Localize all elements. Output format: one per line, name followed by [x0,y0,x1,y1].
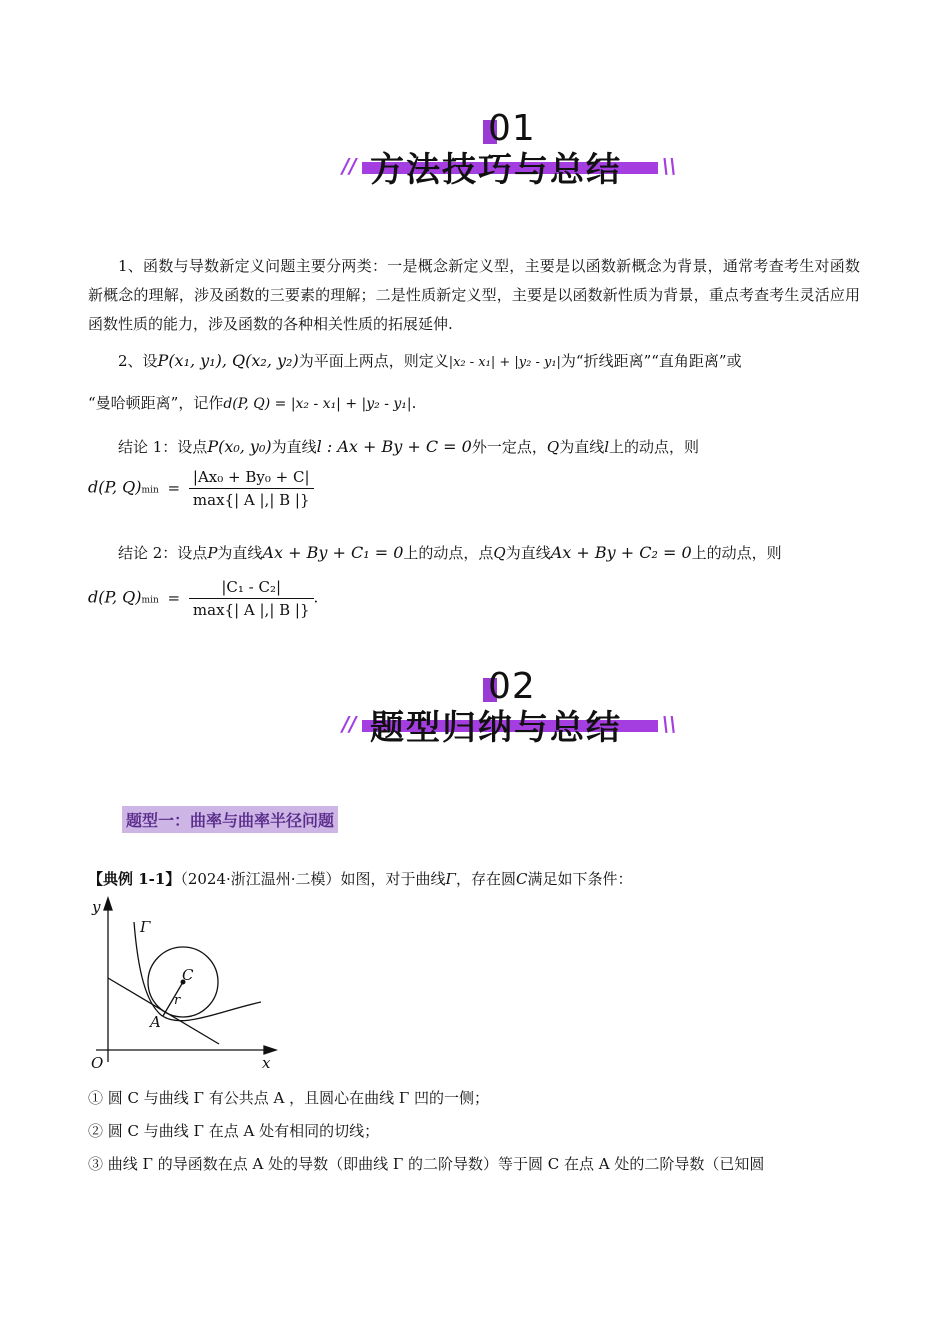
c1-numerator: |Ax₀ + By₀ + C| [189,468,314,489]
section-title: 方法技巧与总结 [370,150,622,190]
distance-definition: d(P, Q) = |x₂ - x₁| + |y₂ - y₁| [223,396,412,412]
section-banner-2 [340,666,677,758]
conclusion-1-formula: d(P, Q)min = $\frac{\text{|Ax₀ + By₀ + C|}}{\max\{| A |,| B |\}}$ [88,468,314,509]
c2-lhs: d(P, Q) [88,587,142,607]
c1-denominator: max{| A |,| B |} [192,491,310,509]
point-p: P [207,544,218,562]
manhattan-expr: |x₂ - x₁| + |y₂ - y₁| [448,355,561,370]
section-number: 02 [488,666,536,707]
c1-mid: 为直线 [271,438,317,456]
c2-mid3: 为直线 [505,544,551,562]
condition-item-1: ① 圆 C 与曲线 Γ 有公共点 A ，且圆心在曲线 Γ 凹的一侧； [88,1089,490,1107]
c2-tail: 上的动点，则 [691,544,782,562]
circle-symbol: C [515,870,528,888]
label-y: y [92,898,101,916]
example-text: （2024·浙江温州·二模）如图，对于曲线 [180,870,446,888]
label-x: x [262,1054,271,1072]
conclusion-2-line [118,542,782,563]
line2-equation: Ax + By + C₂ = 0 [550,543,692,562]
point-q2: Q [493,544,506,562]
label-c: C [182,966,194,984]
paragraph-1 [88,252,860,339]
example-intro [88,868,632,889]
label-r: r [174,993,181,1008]
p2-lead: 2、设 [118,352,158,370]
paragraph-2-line-1 [118,350,742,371]
conclusion-2-formula: d(P, Q)min = $\frac{\text{|C₁ - C₂|}}{\max\{| A |,| B |\}}$ . [88,578,319,619]
p2-tail: 为“折线距离”“直角距离”或 [560,352,742,370]
c2-lhs-sub: min [141,595,159,606]
label-a: A [150,1013,161,1031]
conclusion-1-line [118,436,699,457]
point-q: Q [546,438,560,456]
point-p0: P(x₀, y₀) [207,437,272,456]
c2-mid2: 上的动点，点 [403,544,494,562]
c2-denominator: max{| A |,| B |} [192,601,310,619]
c2-numerator: |C₁ - C₂| [189,578,314,599]
c1-fraction [189,468,314,509]
c2-end: . [313,588,319,607]
curvature-figure [86,892,286,1074]
c1-lhs-sub: min [141,485,159,496]
c2-fraction [189,578,314,619]
paragraph-1-text: 1、函数与导数新定义问题主要分两类：一是概念新定义型，主要是以函数新概念为背景，通常考查考生对函数新概念的理解，涉及函数的三要素的理解；二是性质新定义型，主要是以函数新性质为背景，重点考查考生灵活应用函数性质的能力，涉及函数的各种相关性质的拓展延伸. [88,257,860,333]
line1-equation: Ax + By + C₁ = 0 [262,543,404,562]
c1-tail: 上的动点，则 [609,438,700,456]
curve-symbol: Γ [445,870,456,888]
label-o: O [91,1054,104,1072]
paragraph-2-line-2 [88,392,416,413]
x-axis-arrow [264,1046,276,1054]
example-label: 【典例 1-1】 [88,870,181,888]
example-text3: 满足如下条件： [527,870,633,888]
example-text2: ，存在圆 [455,870,516,888]
slash-decoration-left: // [342,154,357,178]
c2-mid: 为直线 [217,544,263,562]
condition-item-2: ② 圆 C 与曲线 Γ 在点 A 处有相同的切线； [88,1122,380,1140]
condition-item-3: ③ 曲线 Γ 的导函数在点 A 处的导数（即曲线 Γ 的二阶导数）等于圆 C 在点 A 处的二阶导数（已知圆 [88,1155,765,1173]
p2-name: “曼哈顿距离”，记作 [88,394,224,412]
section-title: 题型归纳与总结 [370,708,622,748]
c1-mid2: 外一定点， [471,438,547,456]
type-heading: 题型一：曲率与曲率半径问题 [122,806,338,833]
c2-lead: 结论 2：设点 [118,544,208,562]
y-axis-arrow [104,898,112,910]
curve-gamma [134,922,261,1021]
label-gamma: Γ [140,918,151,936]
slash-decoration-right: \\ [662,712,677,736]
line-l-equation: l : Ax + By + C = 0 [316,437,472,456]
p2-end: . [411,394,417,412]
c1-lhs: d(P, Q) [88,477,142,497]
points-pq: P(x₁, y₁), Q(x₂, y₂) [157,351,299,370]
c1-mid3: 为直线 [559,438,605,456]
line-l: l [604,438,610,456]
slash-decoration-left: // [342,712,357,736]
section-number: 01 [488,108,536,149]
p2-mid: 为平面上两点，则定义 [298,352,449,370]
c1-lead: 结论 1：设点 [118,438,208,456]
section-banner-1 [340,108,677,200]
slash-decoration-right: \\ [662,154,677,178]
